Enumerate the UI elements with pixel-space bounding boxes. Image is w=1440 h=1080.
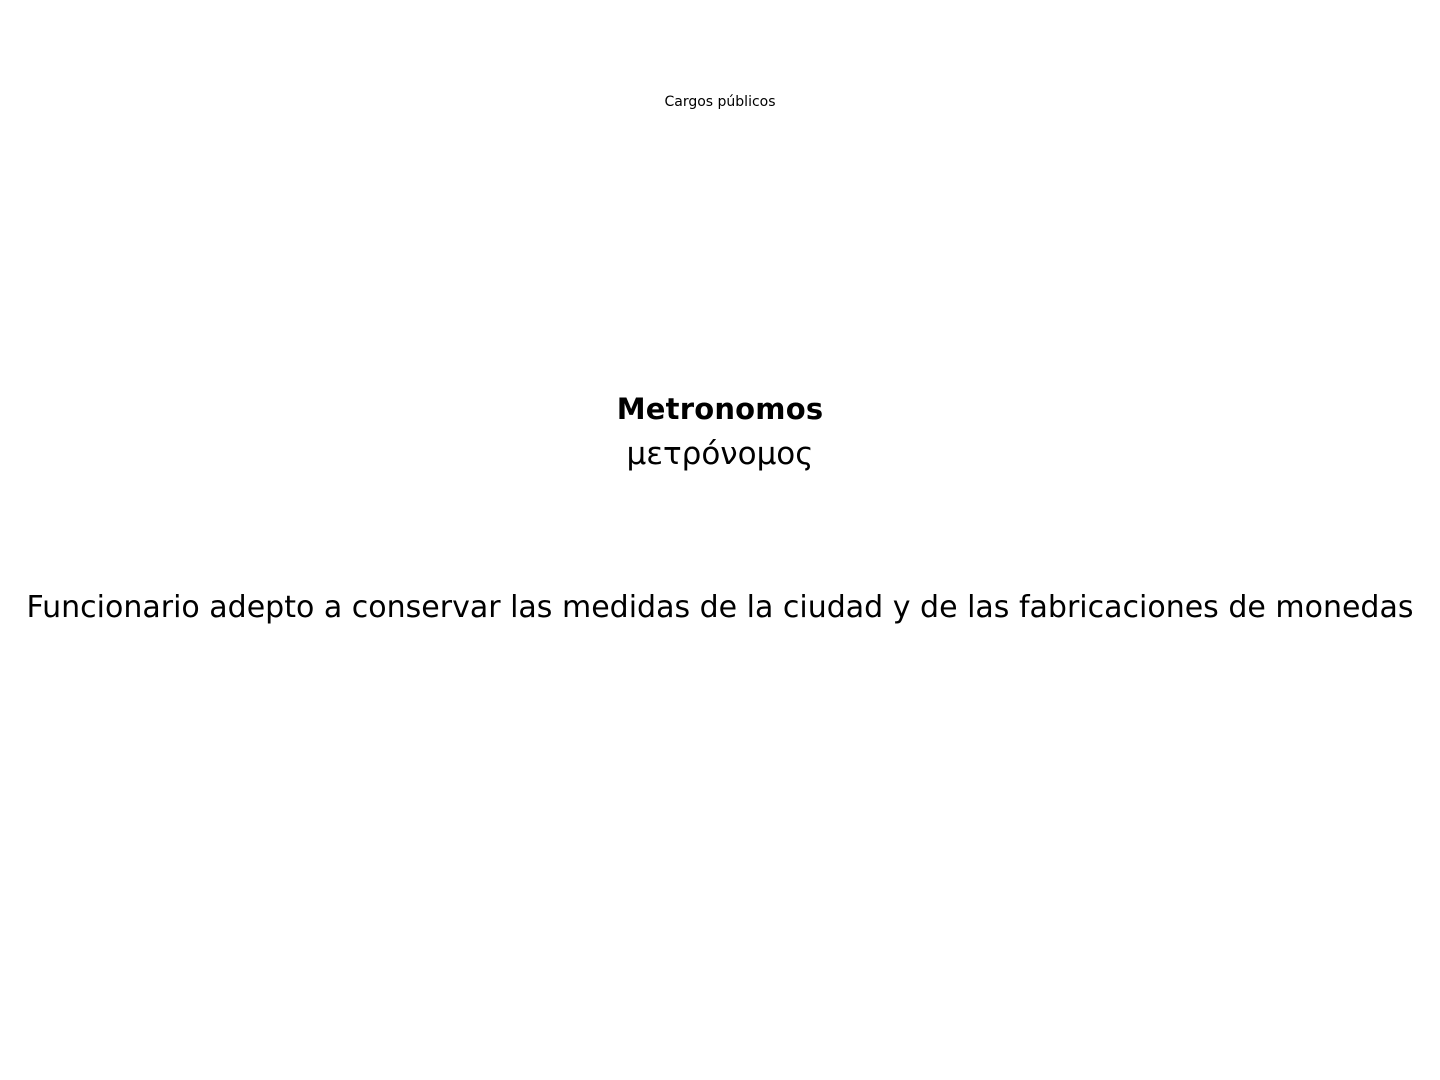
term-greek-name: μετρόνομος: [626, 436, 814, 472]
term-block: [0, 390, 1440, 476]
page-header: Cargos públicos: [664, 94, 776, 110]
term-title: Metronomos: [616, 392, 824, 426]
term-definition: Funcionario adepto a conservar las medidas de la ciudad y de las fabricaciones de monedas: [26, 590, 1414, 625]
